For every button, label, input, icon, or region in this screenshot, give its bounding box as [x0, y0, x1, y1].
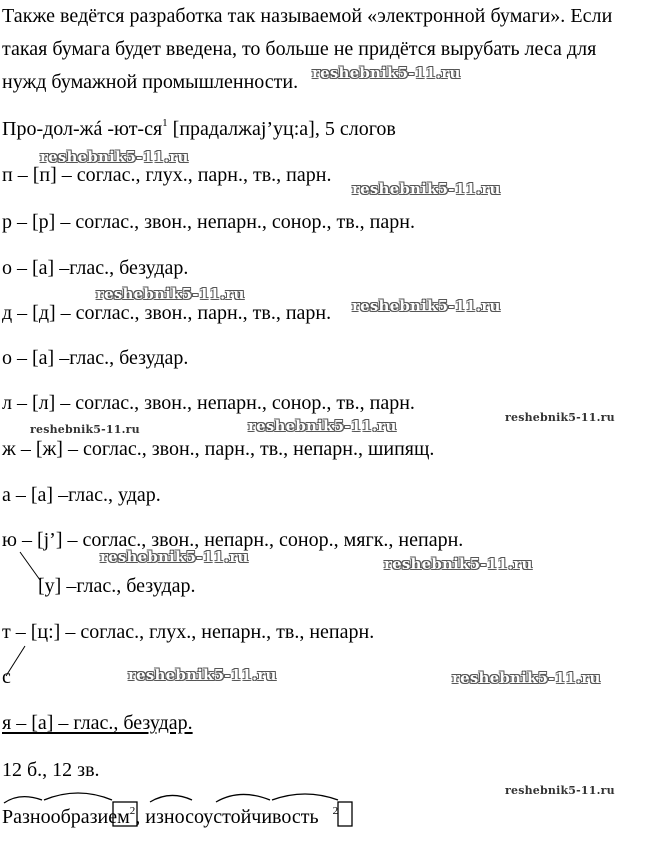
watermark: reshebnik5-11.ru — [505, 784, 615, 797]
intro-line: такая бумага будет введена, то больше не придётся вырубать леса для — [2, 38, 597, 60]
watermark: reshebnik5-11.ru — [248, 417, 397, 435]
watermark: reshebnik5-11.ru — [352, 180, 501, 198]
watermark: reshebnik5-11.ru — [40, 148, 189, 166]
morpheme-word: износоустойчивость — [145, 806, 319, 828]
watermark: reshebnik5-11.ru — [505, 411, 615, 424]
watermark: reshebnik5-11.ru — [30, 423, 140, 436]
phonetic-row: ж – [ж] – соглас., звон., парн., тв., непарн., шипящ. — [2, 438, 435, 460]
phonetic-row: с — [2, 666, 11, 688]
footnote-mark: 1 — [162, 117, 168, 129]
morpheme-line — [2, 805, 338, 829]
phonetic-row: р – [р] – соглас., звон., непарн., сонор., тв., парн. — [2, 211, 415, 233]
word-header — [2, 117, 396, 141]
word-syllables: Про-дол-жá -ют-ся — [2, 118, 163, 140]
morpheme-word: Разнообразием — [2, 806, 130, 828]
watermark: reshebnik5-11.ru — [100, 548, 249, 566]
phonetic-row: о – [а] –глас., безудар. — [2, 257, 189, 279]
task-mark: 2 — [129, 805, 136, 817]
watermark: reshebnik5-11.ru — [452, 669, 601, 687]
phonetic-row: л – [л] – соглас., звон., непарн., сонор., тв., парн. — [2, 392, 415, 414]
watermark: reshebnik5-11.ru — [128, 666, 277, 684]
ending-box — [338, 802, 352, 826]
phonetic-row: д – [д] – соглас., звон., парн., тв., парн. — [2, 302, 332, 324]
phonetic-row: [у] –глас., безудар. — [38, 575, 196, 597]
phonetic-row: я – [а] – глас., безудар. — [2, 712, 193, 734]
task-mark: 2 — [332, 805, 339, 817]
root-arc — [272, 794, 338, 800]
comma: , — [135, 806, 146, 828]
watermark: reshebnik5-11.ru — [96, 285, 245, 303]
phonetic-row: т – [ц:] – соглас., глух., непарн., тв., непарн. — [2, 621, 375, 643]
phonetic-row: ю – [j’] – соглас., звон., непарн., сонор., мягк., непарн. — [2, 529, 464, 551]
intro-paragraph — [2, 0, 642, 99]
sound-letter-summary: 12 б., 12 зв. — [2, 759, 100, 781]
root-arc — [150, 795, 192, 802]
root-arc — [216, 794, 270, 802]
prefix-arc — [4, 797, 42, 803]
phonetic-row: а – [а] –глас., удар. — [2, 484, 161, 506]
intro-line: нужд бумажной промышленности. — [2, 71, 299, 93]
intro-line: Также ведётся разработка так называемой «электронной бумаги». Если — [2, 5, 613, 27]
root-arc — [44, 793, 112, 800]
watermark: reshebnik5-11.ru — [384, 555, 533, 573]
watermark: reshebnik5-11.ru — [312, 64, 461, 82]
watermark: reshebnik5-11.ru — [352, 297, 501, 315]
word-transcription: [прадалжај’уц:а], 5 слогов — [167, 118, 396, 140]
phonetic-row: о – [а] –глас., безудар. — [2, 347, 189, 369]
split-line — [20, 552, 40, 580]
phonetic-row: п – [п] – соглас., глух., парн., тв., парн. — [2, 164, 332, 186]
